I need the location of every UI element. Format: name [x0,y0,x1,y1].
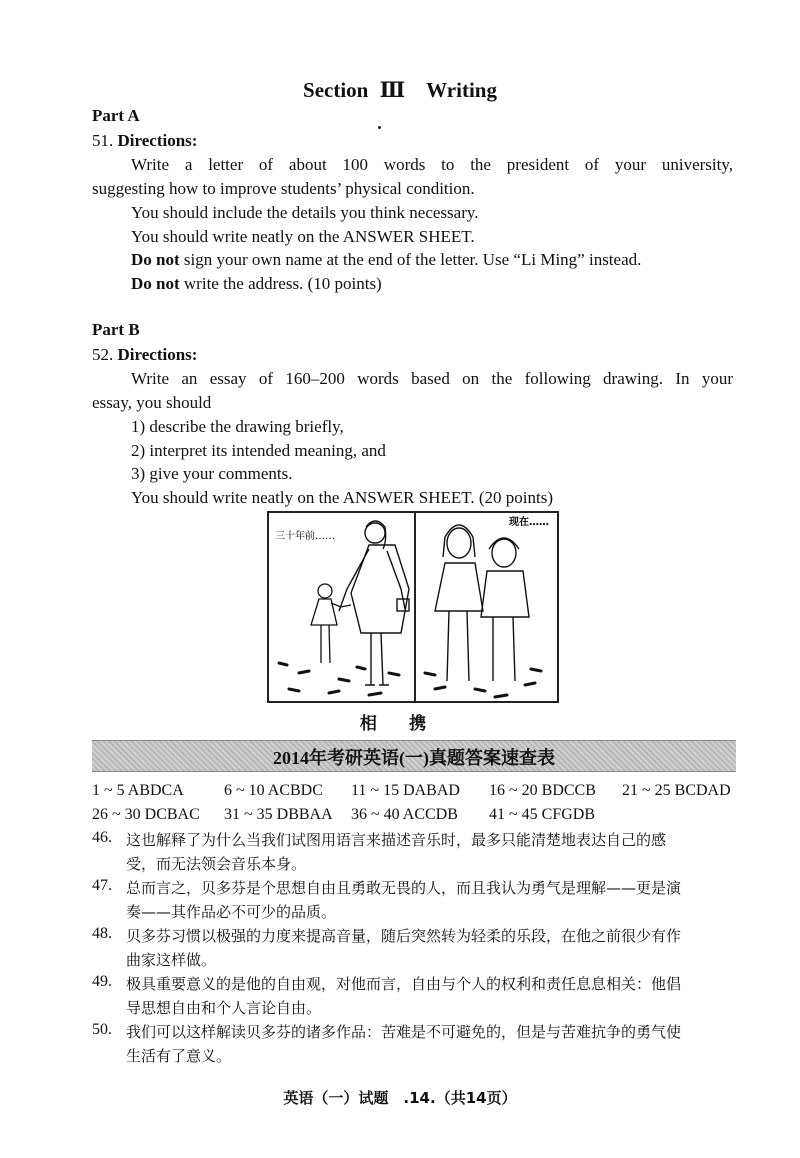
translation-line: 我们可以这样解读贝多芬的诸多作品：苦难是不可避免的，但是与苦难抗争的勇气使 [126,1023,682,1041]
translation-line: 总而言之，贝多芬是个思想自由且勇敢无畏的人，而且我认为勇气是理解——更是演 [126,879,682,897]
answer-group: 36 ~ 40 ACCDB [351,806,458,823]
part-a-heading: Part A [92,106,140,125]
daughter-figure [435,525,483,681]
q51-line5-rest: sign your own name at the end of the letter. Use “Li Ming” instead. [179,250,642,269]
drawing-caption: 相 携 [359,714,441,733]
answer-group: 6 ~ 10 ACBDC [224,782,323,799]
q52-number: 52. [92,345,118,364]
left-panel-label: 三十年前…… [275,531,335,542]
q51-line5-bold: Do not [131,250,180,269]
q52-line2: essay, you should [92,393,212,412]
q51-directions-label: Directions: [117,131,198,150]
cartoon-drawing [267,511,559,703]
cartoon-svg [269,513,557,701]
translation-number: 49. [92,973,112,990]
translation-line: 极具重要意义的是他的自由观，对他而言，自由与个人的权利和责任息息相关：他倡 [126,975,682,993]
elder-figure [481,538,529,681]
page-footer: 英语（一）试题 .14.（共14页） [283,1089,517,1107]
q51-line4: You should write neatly on the ANSWER SHEET. [131,227,475,246]
translation-line: 奏——其作品必不可少的品质。 [126,903,337,921]
translation-line: 曲家这样做。 [126,951,217,969]
translation-line: 受，而无法领会音乐本身。 [126,855,307,873]
mother-figure [339,521,409,685]
q52-line1: Write an essay of 160–200 words based on the following drawing. In your [131,369,733,388]
q51-line5 [131,250,641,270]
translation-number: 48. [92,925,112,942]
q51-line1: Write a letter of about 100 words to the president of your university, [131,155,733,174]
answer-group: 31 ~ 35 DBBAA [224,806,333,823]
translation-number: 50. [92,1021,112,1038]
q52-line-last: You should write neatly on the ANSWER SHEET. (20 points) [131,488,553,507]
answer-group: 16 ~ 20 BDCCB [489,782,596,799]
answer-key-title: 2014年考研英语(一)真题答案速查表 [273,748,555,768]
q51-line6 [131,274,382,294]
translation-number: 46. [92,829,112,846]
section-title: Section Ⅲ Writing [303,78,497,102]
stray-dot [378,126,381,129]
answer-group: 41 ~ 45 CFGDB [489,806,596,823]
q51-line6-rest: write the address. (10 points) [179,274,382,293]
q51-number: 51. [92,131,118,150]
answer-group: 11 ~ 15 DABAD [351,782,460,799]
answer-key-banner [92,740,736,772]
answer-group: 26 ~ 30 DCBAC [92,806,200,823]
translation-number: 47. [92,877,112,894]
q51-line3: You should include the details you think necessary. [131,203,479,222]
q52-item2: 2) interpret its intended meaning, and [131,441,386,460]
q51-directions [92,131,197,151]
q52-item3: 3) give your comments. [131,464,293,483]
translation-line: 生活有了意义。 [126,1047,232,1065]
translation-line: 贝多芬习惯以极强的力度来提高音量，随后突然转为轻柔的乐段，在他之前很少有作 [126,927,682,945]
right-panel-label: 现在…… [509,517,549,528]
answer-group: 1 ~ 5 ABDCA [92,782,184,799]
translation-line: 导思想自由和个人言论自由。 [126,999,322,1017]
q52-directions [92,345,197,365]
q52-directions-label: Directions: [117,345,198,364]
translation-line: 这也解释了为什么当我们试图用语言来描述音乐时，最多只能清楚地表达自己的感 [126,831,667,849]
q51-line6-bold: Do not [131,274,180,293]
answer-group: 21 ~ 25 BCDAD [622,782,731,799]
q52-item1: 1) describe the drawing briefly, [131,417,344,436]
ground-marks [279,663,541,697]
q51-line2: suggesting how to improve students’ physical condition. [92,179,475,198]
part-b-heading: Part B [92,320,140,339]
